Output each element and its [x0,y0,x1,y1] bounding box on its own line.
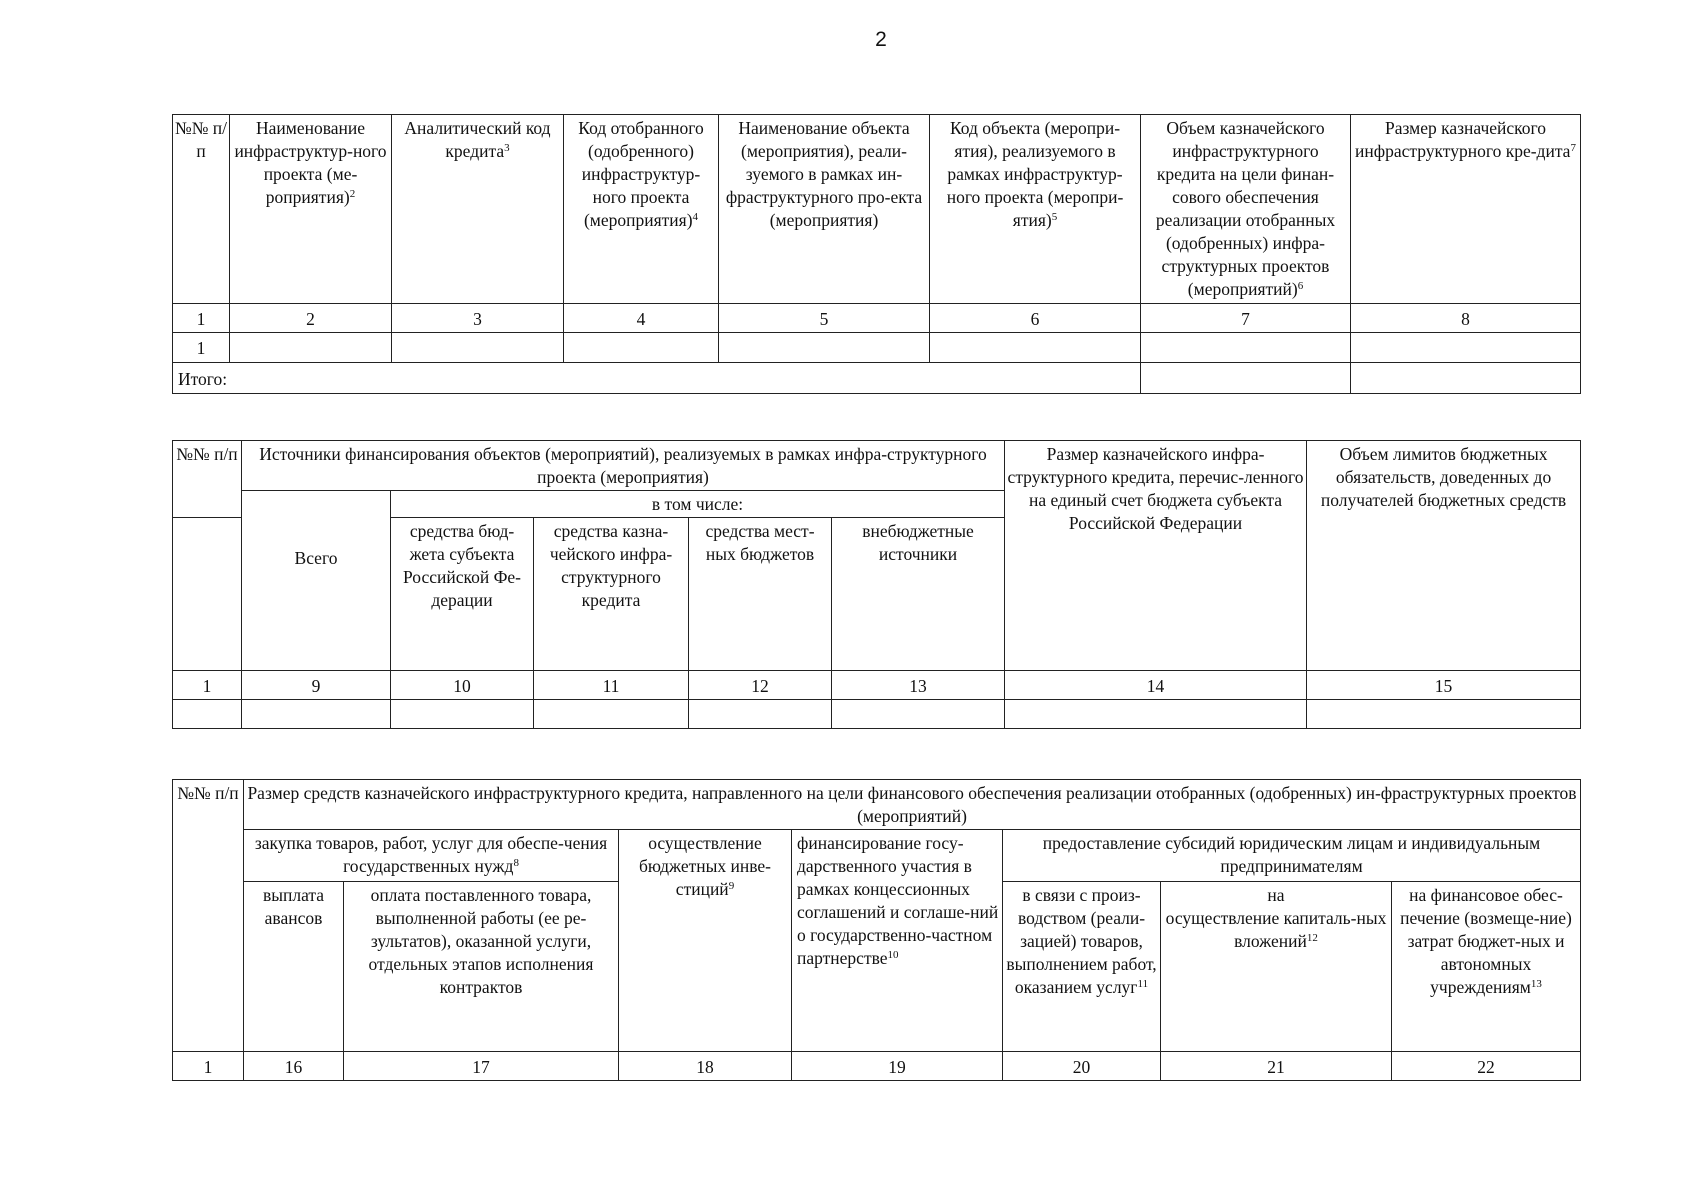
column-numbers-row [173,671,1581,700]
header-row-number: №№ п/п [173,780,244,1052]
column-number: 5 [719,304,930,333]
table-cell [1351,333,1581,363]
header-off-budget: внебюджетные источники [832,518,1005,671]
table-cell [832,700,1005,729]
column-number: 18 [619,1052,792,1081]
table-cell [173,700,242,729]
table-cell [1141,363,1351,394]
header-production-subsidies: в связи с произ-водством (реали-зацией) товаров, выполнением работ, оказанием услуг$^{11}$ [1003,882,1161,1052]
header-credit-volume: Объем казначейского инфраструктурного кредита на цели финан-сового обеспечения реализации отобранных (одобренных) инфра-структурных проектов (мероприятий)$^6$ [1141,115,1351,304]
page-number: 2 [875,28,887,51]
header-row-number: №№ п/п [173,441,242,518]
column-number: 2 [230,304,392,333]
table-cell [1005,700,1307,729]
header-budget-limits: Объем лимитов бюджетных обязательств, доведенных до получателей бюджетных средств [1307,441,1581,671]
table-row [173,700,1581,729]
column-number: 19 [792,1052,1003,1081]
header-project-code: Код отобранного (одобренного) инфраструктур-ного проекта (мероприятия)$^4$ [564,115,719,304]
column-number: 11 [534,671,689,700]
column-number: 20 [1003,1052,1161,1081]
column-number: 16 [244,1052,344,1081]
table-cell [689,700,832,729]
column-number: 8 [1351,304,1581,333]
header-treasury-credit: средства казна-чейского инфра-структурного кредита [534,518,689,671]
header-object-code: Код объекта (меропри-ятия), реализуемого в рамках инфраструктур-ного проекта (меропри-ятия)$^5$ [930,115,1141,304]
header-project-name: Наименование инфраструктур-ного проекта (ме-роприятия)$^2$ [230,115,392,304]
header-row-number: №№ п/п [173,115,230,304]
table-cell [1141,333,1351,363]
header-local-budgets: средства мест-ных бюджетов [689,518,832,671]
column-number: 22 [1392,1052,1581,1081]
total-row [173,363,1581,394]
column-number: 14 [1005,671,1307,700]
credit-use-table [172,779,1581,1081]
table-cell [719,333,930,363]
header-credit-funds: Размер средств казначейского инфраструктурного кредита, направленного на цели финансового обеспечения реализации отобранных (одобренных) ин-фраструктурных проектов (мероприятий) [244,780,1581,830]
header-regional-budget: средства бюд-жета субъекта Российской Фе-дерации [391,518,534,671]
header-analytic-code: Аналитический код кредита$^3$ [392,115,564,304]
column-number: 12 [689,671,832,700]
header-subsidies: предоставление субсидий юридическим лицам и индивидуальным предпринимателям [1003,830,1581,882]
row-number: 1 [173,333,230,363]
column-numbers-row [173,1052,1581,1081]
header-advances: выплата авансов [244,882,344,1052]
table-row [173,333,1581,363]
table-cell [930,333,1141,363]
table-cell [230,333,392,363]
header-transferred-credit: Размер казначейского инфра-структурного кредита, перечис-ленного на единый счет бюджета субъекта Российской Федерации [1005,441,1307,671]
header-institutions: на финансовое обес-печение (возмеще-ние) затрат бюджет-ных и автономных учреждениям$^{13}$ [1392,882,1581,1052]
column-numbers-row [173,304,1581,333]
total-label: Итого: [173,363,1141,394]
table-cell [564,333,719,363]
column-number: 17 [344,1052,619,1081]
table-cell [1307,700,1581,729]
header-financing-sources: Источники финансирования объектов (мероприятий), реализуемых в рамках инфра-структурного проекта (мероприятия) [242,441,1005,491]
table-cell [534,700,689,729]
table-cell [391,700,534,729]
header-total: Всего [242,491,391,671]
header-object-name: Наименование объекта (мероприятия), реали-зуемого в рамках ин-фраструктурного про-екта (мероприятия) [719,115,930,304]
header-credit-size: Размер казначейского инфраструктурного кре-дита$^7$ [1351,115,1581,304]
column-number: 13 [832,671,1005,700]
header-ppp-financing: финансирование госу-дарственного участия в рамках концессионных соглашений и соглаше-ний о государственно-частном партнерстве$^{10}$ [792,830,1003,1052]
column-number: 10 [391,671,534,700]
column-number: 1 [173,1052,244,1081]
header-placeholder [173,518,242,671]
table-cell [242,700,391,729]
column-number: 4 [564,304,719,333]
header-including: в том числе: [391,491,1005,518]
header-capital-investments: на осуществление капиталь-ных вложений$^{12}$ [1161,882,1392,1052]
header-budget-investments: осуществление бюджетных инве-стиций$^9$ [619,830,792,1052]
table-cell [1351,363,1581,394]
infrastructure-projects-table [172,114,1581,394]
header-delivered-payment: оплата поставленного товара, выполненной работы (ее ре-зультатов), оказанной услуги, отдельных этапов исполнения контрактов [344,882,619,1052]
column-number: 1 [173,304,230,333]
financing-sources-table [172,440,1581,729]
column-number: 21 [1161,1052,1392,1081]
table-cell [392,333,564,363]
column-number: 7 [1141,304,1351,333]
column-number: 6 [930,304,1141,333]
column-number: 15 [1307,671,1581,700]
column-number: 1 [173,671,242,700]
column-number: 9 [242,671,391,700]
column-number: 3 [392,304,564,333]
header-procurement: закупка товаров, работ, услуг для обеспе-чения государственных нужд$^8$ [244,830,619,882]
